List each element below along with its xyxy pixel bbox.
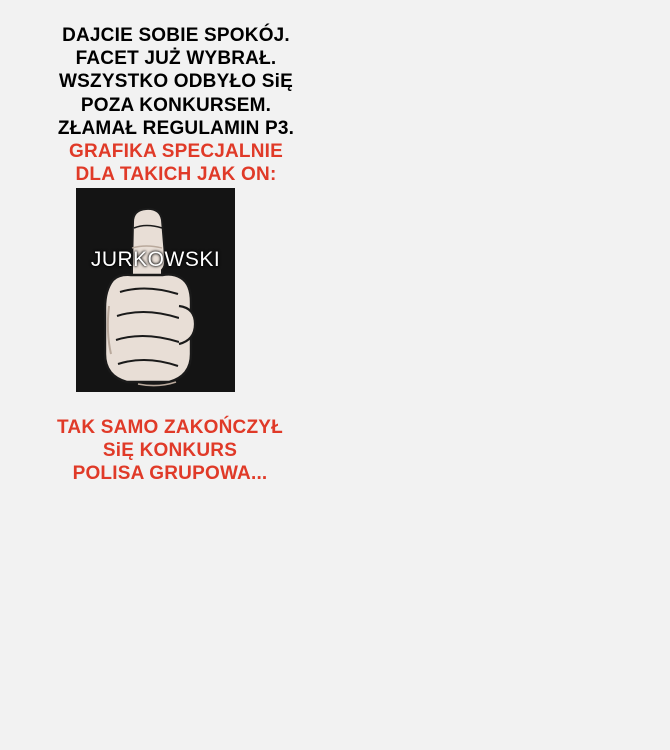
hand-illustration-icon [76, 188, 235, 392]
top-caption-line-2: FACET JUŻ WYBRAŁ. [75, 48, 277, 70]
top-caption-line-5: ZŁAMAŁ REGULAMIN P3. [57, 117, 295, 139]
middle-finger-hand-photo [76, 188, 235, 392]
bottom-caption-line-1: TAK SAMO ZAKOŃCZYŁ [57, 417, 283, 438]
top-caption-red-line-2: DLA TAKICH JAK ON: [75, 164, 277, 186]
top-caption-red-line-1: GRAFIKA SPECJALNIE [68, 140, 284, 162]
bottom-caption [0, 416, 340, 486]
bottom-caption-line-3: POLISA GRUPOWA... [72, 463, 268, 485]
top-caption-line-4: POZA KONKURSEM. [80, 94, 272, 116]
top-caption [0, 24, 352, 186]
top-caption-line-3: WSZYSTKO ODBYŁO SiĘ [59, 71, 293, 93]
image-overlay-label: JURKOWSKI [90, 248, 221, 271]
bottom-caption-line-2: SiĘ KONKURS [102, 440, 238, 462]
top-caption-line-1: DAJCIE SOBIE SPOKÓJ. [62, 25, 290, 46]
